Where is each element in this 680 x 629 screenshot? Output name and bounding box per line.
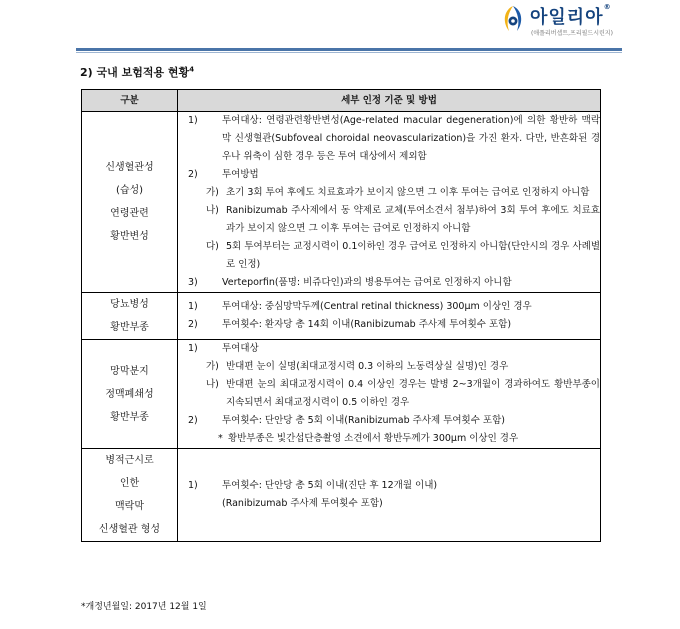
item-marker: 나) bbox=[206, 205, 219, 216]
criteria-item bbox=[178, 298, 600, 316]
item-text: 투여대상: 연령관련황반변성(Age-related macular degeneration)에 의한 황반하 맥락막 신생혈관(Subfoveal choroidal neovascularization)을 가진 환자. 다만, 반흔화된 경우나 위축이 심한 경우 등은 투여 대상에서 제외함 bbox=[222, 115, 600, 162]
table-row bbox=[82, 340, 601, 449]
criteria-cell bbox=[178, 293, 601, 340]
category-line: 황반부종 bbox=[110, 411, 149, 423]
criteria-item bbox=[178, 316, 600, 334]
header-category: 구분 bbox=[82, 90, 178, 112]
revision-footnote: *개정년월일: 2017년 12월 1일 bbox=[81, 602, 207, 612]
criteria-item bbox=[178, 477, 600, 495]
category-line: (습성) bbox=[115, 185, 144, 196]
category-cell bbox=[82, 340, 178, 449]
category-line: 당뇨병성 bbox=[110, 299, 149, 310]
category-line: 인한 bbox=[119, 478, 140, 489]
criteria-item bbox=[178, 202, 600, 238]
criteria-item bbox=[178, 495, 600, 513]
category-line: 황반부종 bbox=[110, 322, 149, 333]
table-row bbox=[82, 112, 601, 293]
item-text: 반대편 눈이 실명(최대교정시력 0.3 이하의 노동력상실 실명)인 경우 bbox=[226, 361, 509, 372]
category-line: 신생혈관성 bbox=[105, 162, 154, 173]
item-text: Ranibizumab 주사제에서 동 약제로 교체(투여소견서 첨부)하여 3회 투여 후에도 치료효과가 보이지 않으면 그 이후 투여는 급여로 인정하지 아니함 bbox=[226, 205, 600, 234]
category-cell bbox=[82, 449, 178, 542]
item-marker: 3) bbox=[188, 277, 198, 288]
category-line: 연령관련 bbox=[110, 208, 149, 219]
category-line: 병적근시로 bbox=[105, 455, 154, 466]
item-marker: * bbox=[218, 433, 223, 444]
criteria-item bbox=[178, 274, 600, 292]
item-marker: 1) bbox=[188, 343, 198, 354]
criteria-cell bbox=[178, 449, 601, 542]
item-text: 5회 투여부터는 교정시력이 0.1이하인 경우 급여로 인정하지 아니함(단안시의 경우 사례별로 인정) bbox=[226, 241, 600, 270]
item-marker: 2) bbox=[188, 415, 198, 426]
criteria-item bbox=[178, 238, 600, 274]
criteria-item bbox=[178, 184, 600, 202]
criteria-item bbox=[178, 166, 600, 184]
item-text: 반대편 눈의 최대교정시력이 0.4 이상인 경우는 발병 2~3개월이 경과하여도 황반부종이 지속되면서 최대교정시력이 0.5 이하인 경우 bbox=[226, 379, 600, 408]
table-row bbox=[82, 449, 601, 542]
item-text: 투여대상 bbox=[222, 343, 259, 354]
header-rule bbox=[76, 48, 622, 51]
criteria-item bbox=[178, 358, 600, 376]
category-line: 황반변성 bbox=[110, 231, 149, 242]
brand-name: 아일리아® bbox=[530, 3, 612, 28]
criteria-item bbox=[178, 112, 600, 166]
brand-logo bbox=[500, 4, 675, 44]
category-cell bbox=[82, 293, 178, 340]
item-marker: 나) bbox=[206, 379, 219, 390]
item-text: (Ranibizumab 주사제 투여횟수 포함) bbox=[222, 498, 383, 509]
criteria-cell bbox=[178, 112, 601, 293]
category-line: 신생혈관 형성 bbox=[98, 524, 161, 535]
category-line: 망막분지 bbox=[110, 365, 149, 377]
table-header-row bbox=[82, 90, 601, 112]
criteria-cell bbox=[178, 340, 601, 449]
item-text: 투여횟수: 단안당 총 5회 이내(진단 후 12개월 이내) bbox=[222, 480, 438, 491]
insurance-criteria-table bbox=[81, 89, 601, 542]
item-marker: 1) bbox=[188, 301, 198, 312]
item-text: 투여방법 bbox=[222, 169, 259, 180]
section-title: 2) 국내 보험적용 현황$^4$ bbox=[80, 65, 195, 79]
item-marker: 가) bbox=[206, 361, 219, 372]
item-text: Verteporfin(품명: 비쥬다인)과의 병용투여는 급여로 인정하지 아니함 bbox=[222, 277, 512, 288]
header-rule-thin bbox=[76, 52, 622, 53]
category-cell bbox=[82, 112, 178, 293]
item-marker: 1) bbox=[188, 115, 198, 126]
category-line: 맥락막 bbox=[115, 501, 144, 512]
item-marker bbox=[178, 495, 222, 513]
eye-logo-icon bbox=[500, 4, 526, 34]
item-marker: 1) bbox=[188, 480, 198, 491]
item-text: 투여횟수: 단안당 총 5회 이내(Ranibizumab 주사제 투여횟수 포함) bbox=[222, 415, 505, 426]
header-criteria: 세부 인정 기준 및 방법 bbox=[178, 90, 601, 112]
criteria-item bbox=[178, 376, 600, 412]
item-text: 투여대상: 중심망막두께(Central retinal thickness) 300μm 이상인 경우 bbox=[222, 301, 532, 312]
criteria-item bbox=[178, 430, 600, 448]
table-row bbox=[82, 293, 601, 340]
brand-subtitle: (애플리버셉트,프리필드시린지) bbox=[531, 30, 613, 37]
item-marker: 2) bbox=[188, 319, 198, 330]
item-marker: 다) bbox=[206, 241, 219, 252]
criteria-item bbox=[178, 412, 600, 430]
item-text: 투여횟수: 환자당 총 14회 이내(Ranibizumab 주사제 투여횟수 포함) bbox=[222, 319, 512, 330]
item-marker: 2) bbox=[188, 169, 198, 180]
item-text: 초기 3회 투여 후에도 치료효과가 보이지 않으면 그 이후 투여는 급여로 인정하지 아니함 bbox=[226, 187, 590, 198]
criteria-item bbox=[178, 340, 600, 358]
category-line: 정맥폐쇄성 bbox=[105, 388, 154, 400]
item-marker: 가) bbox=[206, 187, 219, 198]
item-text: 황반부종은 빛간섭단층촬영 소견에서 황반두께가 300μm 이상인 경우 bbox=[228, 433, 519, 444]
